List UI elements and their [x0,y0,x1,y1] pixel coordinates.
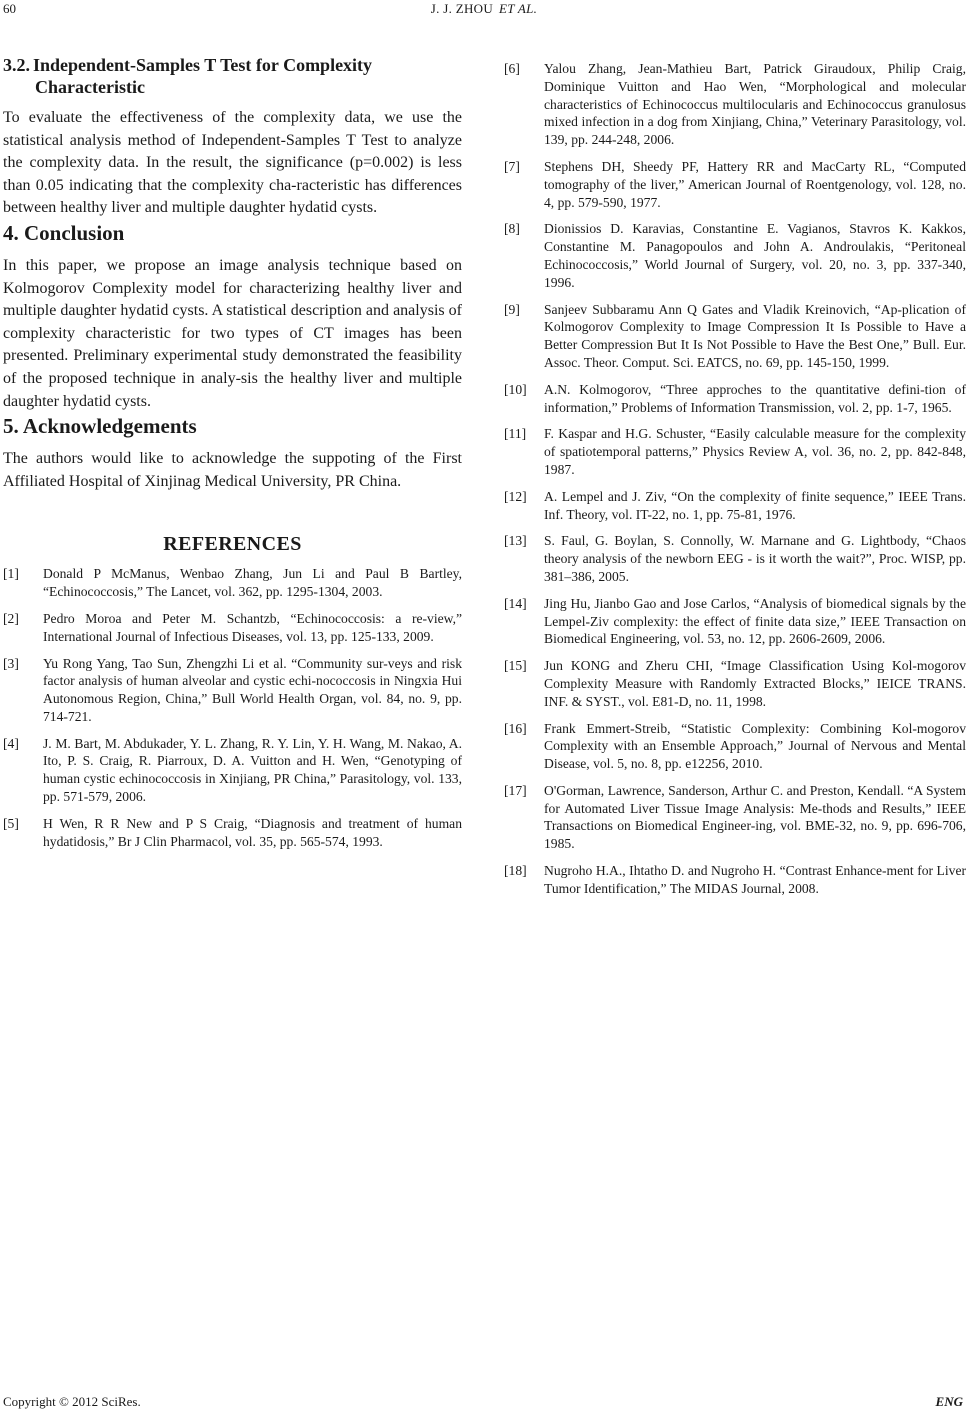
section-3-2-heading [3,54,462,98]
reference-item [3,735,462,806]
reference-index: [8] [504,221,520,237]
reference-text: A.N. Kolmogorov, “Three approches to the quantitative defini-tion of information,” Problems of Information Transmission, vol. 2, pp. 1-7, 1965. [544,381,966,415]
reference-item [3,610,462,646]
reference-text: Yu Rong Yang, Tao Sun, Zhengzhi Li et al. “Community sur-veys and risk factor analysis of human alveolar and cystic echi-nococcosis in Ningxia Hui Autonomous Region, China,” Bull World Health Organ, vol. 84, no. 9, pp. 714-721. [43,655,462,724]
reference-text: A. Lempel and J. Ziv, “On the complexity of finite sequence,” IEEE Trans. Inf. Theory, vol. IT-22, no. 1, pp. 75-81, 1976. [544,488,966,522]
reference-text: S. Faul, G. Boylan, S. Connolly, W. Marnane and G. Lightbody, “Chaos theory analysis of the newborn EEG - is it worth the wait?”, Proc. WISP, pp. 381–386, 2005. [544,533,966,584]
reference-item [504,301,966,372]
section-3-2-paragraph: To evaluate the effectiveness of the complexity data, we use the statistical analysis method of Independent-Samples T Test to analyze the complexity data. In the result, the significance (p=0.002) is less than 0.05 indicating that the complexity cha-racteristic has differences between healthy liver and multiple daughter hydatid cysts. [3,109,462,217]
reference-item [504,488,966,524]
reference-item [504,381,966,417]
conclusion-paragraph: In this paper, we propose an image analysis technique based on Kolmogorov Complexity model for characterizing healthy liver and multiple daughter hydatid cysts. A statistical description and analysis of complexity characteristic for two types of CT images has been presented. Preliminary experimental study demonstrated the feasibility of the proposed technique in analy-sis the healthy liver and multiple daughter hydatid cysts. [3,256,462,410]
reference-index: [4] [3,735,19,751]
reference-index: [12] [504,488,527,504]
reference-index: [9] [504,301,520,317]
reference-index: [5] [3,815,19,831]
reference-item [504,720,966,773]
reference-text: Jun KONG and Zheru CHI, “Image Classification Using Kol-mogorov Complexity Measure with Randomly Extracted Blocks,” IEICE TRANS. INF. & SYST., vol. E81-D, no. 11, 1998. [544,658,966,709]
acknowledgements-heading: 5. Acknowledgements [3,414,197,439]
reference-item [504,532,966,585]
left-column [3,54,462,850]
reference-item [3,655,462,726]
reference-text: F. Kaspar and H.G. Schuster, “Easily calculable measure for the complexity of spatiotemporal patterns,” Physics Review A, vol. 36, no. 2, pp. 842-848, 1987. [544,426,966,477]
reference-text: Sanjeev Subbaramu Ann Q Gates and Vladik Kreinovich, “Ap-plication of Kolmogorov Complexity to Image Compression It Is Possible to Have a Better Compression But It Is Not Possible to Have the Best One,” Bull. Eur. Assoc. Theor. Comput. Sci. EATCS, no. 69, pp. 145-150, 1999. [544,301,966,370]
reference-index: [16] [504,720,527,736]
reference-item [504,782,966,853]
reference-item [504,862,966,898]
reference-item [504,425,966,478]
section-title-line1: Independent-Samples T Test for Complexity [33,55,373,75]
journal-footer: ENG [935,1394,963,1409]
reference-text: H Wen, R R New and P S Craig, “Diagnosis and treatment of human hydatidosis,” Br J Clin Pharmacol, vol. 35, pp. 565-574, 1993. [43,815,462,849]
running-head [0,1,968,17]
reference-text: O'Gorman, Lawrence, Sanderson, Arthur C. and Preston, Kendall. “A System for Automated Liver Tissue Image Analysis: Me-thods and Results,” IEEE Transactions on Biomedical Engineer-ing, vol. BME-32, no. 9, pp. 696-706, 1985. [544,782,966,852]
reference-index: [18] [504,863,527,879]
reference-item [504,60,966,149]
reference-text: Nugroho H.A., Ihtatho D. and Nugroho H. “Contrast Enhance-ment for Liver Tumor Identification,” The MIDAS Journal, 2008. [544,863,966,896]
copyright-footer: Copyright © 2012 SciRes. [3,1394,141,1409]
reference-index: [14] [504,595,527,611]
reference-text: Yalou Zhang, Jean-Mathieu Bart, Patrick Giraudoux, Philip Craig, Dominique Vuitton and Hao Wen, “Morphological and molecular characteristics of Echinococcus multilocularis and Echinococcus granulosus mixed infection in a dog from Xinjiang, China,” Veterinary Parasitology, vol. 139, pp. 244-248, 2006. [544,61,966,148]
section-number: 3.2. [3,55,30,75]
reference-item [504,220,966,291]
reference-text: Jing Hu, Jianbo Gao and Jose Carlos, “Analysis of biomedical signals by the Lempel-Ziv complexity: the effect of finite data size,” IEEE Transaction on Biomedical Engineering, vol. 53, no. 12, pp. 2606-2609, 2006. [544,595,966,647]
page-number: 60 [3,1,16,16]
reference-index: [13] [504,533,527,549]
section-title-line2: Characteristic [35,77,145,97]
reference-item [3,815,462,851]
reference-text: Frank Emmert-Streib, “Statistic Complexity: Combining Kol-mogorov Complexity with an Ensemble Approach,” Journal of Nervous and Mental Disease, vol. 5, no. 8, pp. e12256, 2010. [544,720,966,772]
reference-index: [6] [504,61,520,76]
reference-text: Dionissios D. Karavias, Constantine E. Vagianos, Stavros K. Kakkos, Constantine M. Panagopoulos and John A. Androulakis, “Peritoneal Echinococcosis,” World Journal of Surgery, vol. 20, no. 3, pp. 337-340, 1996. [544,221,966,290]
reference-index: [15] [504,658,527,674]
reference-index: [10] [504,381,527,397]
reference-text: Donald P McManus, Wenbao Zhang, Jun Li and Paul B Bartley, “Echinococcosis,” The Lancet, vol. 362, pp. 1295-1304, 2003. [43,566,462,600]
reference-index: [1] [3,566,19,582]
references-heading: REFERENCES [163,533,302,556]
reference-text: Stephens DH, Sheedy PF, Hattery RR and MacCarty RL, “Computed tomography of the liver,” American Journal of Roentgenology, vol. 128, no. 4, pp. 579-590, 1977. [544,158,966,210]
reference-item [504,595,966,648]
reference-index: [3] [3,655,19,671]
running-head-author: J. J. ZHOU [430,1,494,16]
conclusion-heading: 4. Conclusion [3,220,125,245]
reference-index: [7] [504,158,520,174]
reference-list-left [3,565,462,850]
reference-item [3,565,462,601]
reference-item [504,657,966,710]
reference-index: [11] [504,426,527,442]
reference-text: J. M. Bart, M. Abdukader, Y. L. Zhang, R. Y. Lin, Y. H. Wang, M. Nakao, A. Ito, P. S. Craig, R. Piarroux, D. A. Vuitton and H. Wen, “Genotyping of human cystic echinococcosis in Xinjiang, PR China,” Parasitology, vol. 133, pp. 571-579, 2006. [43,735,462,805]
reference-item [504,158,966,211]
page-header [0,0,968,22]
reference-text: Pedro Moroa and Peter M. Schantzb, “Echinococcosis: a re-view,” International Journal of Infectious Diseases, vol. 13, pp. 125-133, 2009. [43,610,462,644]
running-head-et-al: ET AL. [499,1,538,16]
right-column [504,54,966,898]
reference-index: [17] [504,782,527,798]
reference-index: [2] [3,610,19,626]
reference-list-right [504,60,966,898]
acknowledgements-paragraph: The authors would like to acknowledge the suppoting of the First Affiliated Hospital of Xinjinag Medical University, PR China. [3,450,462,490]
